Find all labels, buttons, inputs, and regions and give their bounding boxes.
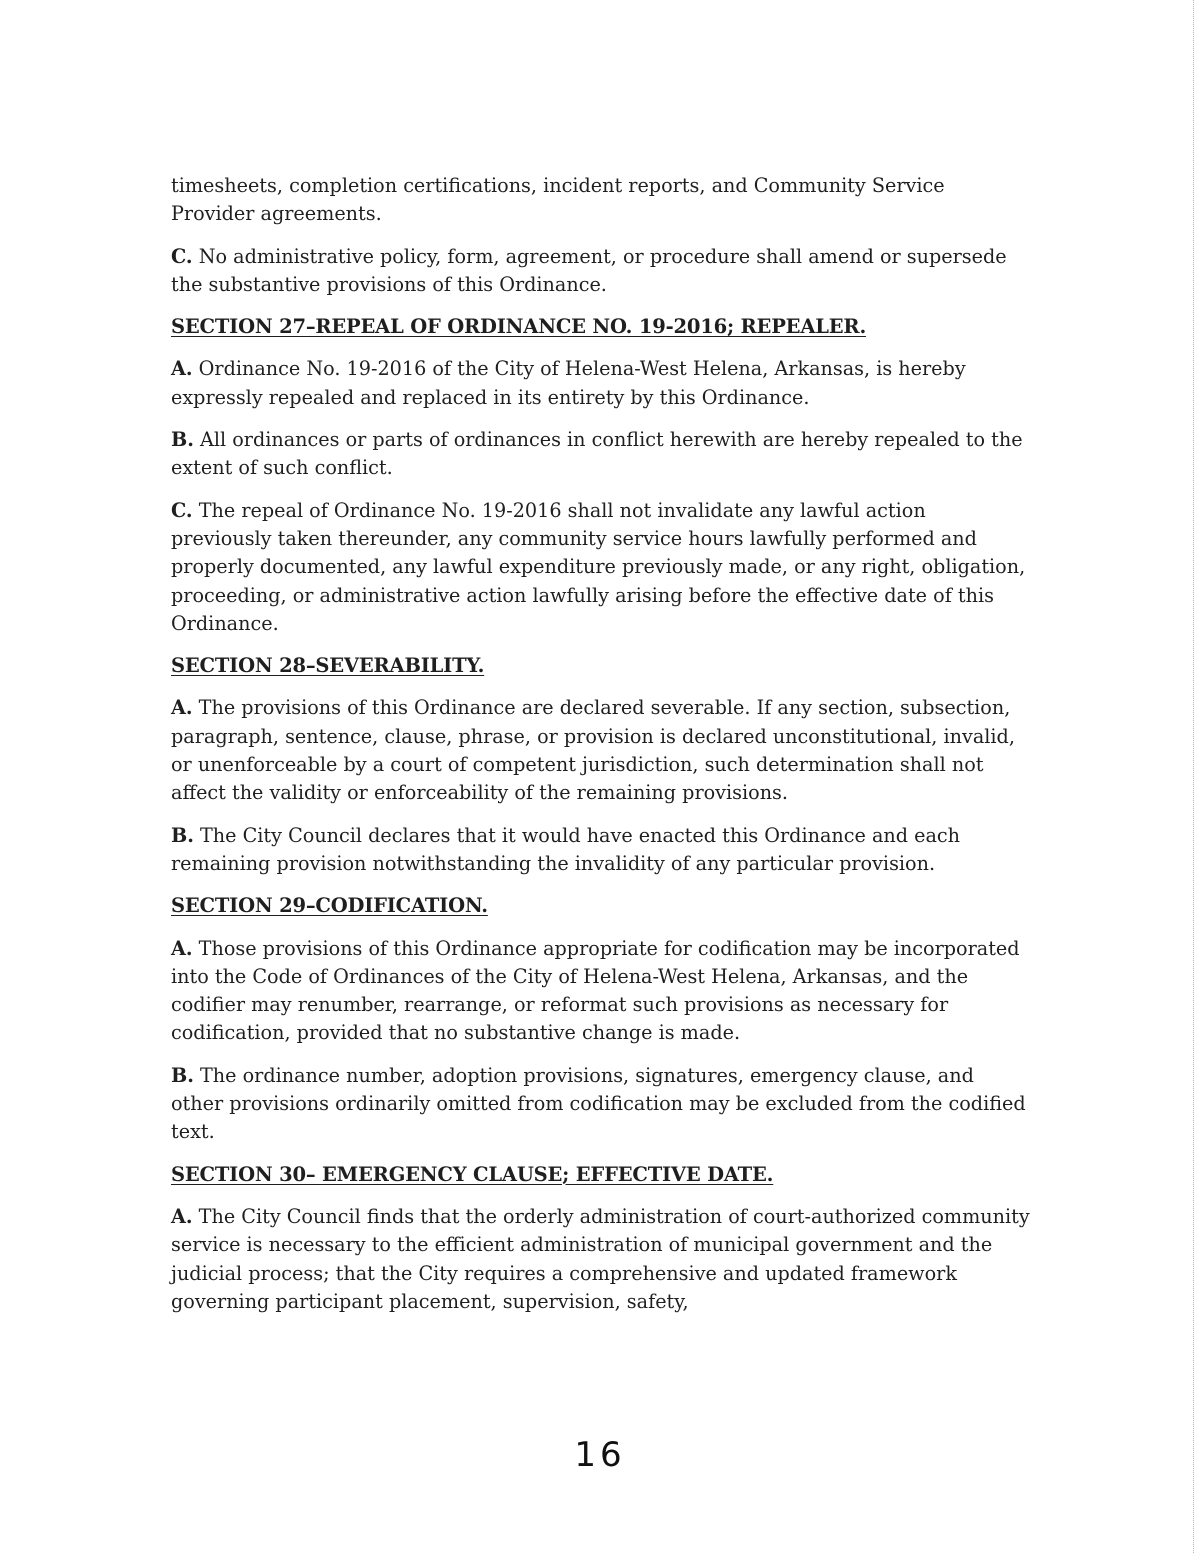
section-28-paragraph-a	[171, 694, 1031, 807]
paragraph-label: B.	[171, 823, 194, 847]
section-29-heading: SECTION 29–CODIFICATION.	[171, 894, 488, 918]
page-number: 16	[574, 1435, 626, 1475]
paragraph-text: All ordinances or parts of ordinances in conflict herewith are hereby repealed to the extent of such conflict.	[171, 428, 1023, 480]
paragraph-text: The repeal of Ordinance No. 19-2016 shall not invalidate any lawful action previously taken thereunder, any community service hours lawfully performed and properly documented, any lawful expenditure previously made, or any right, obligation, proceeding, or administrative action lawfully arising before the effective date of this Ordinance.	[171, 498, 1026, 635]
document-page	[171, 172, 1031, 1330]
scan-edge	[1192, 0, 1194, 1553]
section-27-paragraph-a	[171, 355, 1031, 412]
section-27-paragraph-c	[171, 497, 1031, 638]
paragraph-text: No administrative policy, form, agreement, or procedure shall amend or supersede the substantive provisions of this Ordinance.	[171, 244, 1007, 296]
paragraph-label: A.	[171, 696, 193, 720]
section-27-heading: SECTION 27–REPEAL OF ORDINANCE NO. 19-2016; REPEALER.	[171, 315, 867, 339]
paragraph-label: A.	[171, 1204, 193, 1228]
paragraph-label: C.	[171, 498, 193, 522]
continuation-paragraph	[171, 172, 1031, 229]
paragraph-text: Ordinance No. 19-2016 of the City of Helena-West Helena, Arkansas, is hereby expressly repealed and replaced in its entirety by this Ordinance.	[171, 357, 966, 409]
paragraph-text: The provisions of this Ordinance are declared severable. If any section, subsection, paragraph, sentence, clause, phrase, or provision is declared unconstitutional, invalid, or unenforceable by a court of competent jurisdiction, such determination shall not affect the validity or enforceability of the remaining provisions.	[171, 696, 1015, 805]
section-28-heading: SECTION 28–SEVERABILITY.	[171, 654, 485, 678]
paragraph-label: B.	[171, 1063, 194, 1087]
paragraph-text: The City Council declares that it would have enacted this Ordinance and each remaining provision notwithstanding the invalidity of any particular provision.	[171, 823, 961, 875]
section-29-paragraph-a	[171, 935, 1031, 1048]
paragraph-text: Those provisions of this Ordinance appropriate for codification may be incorporated into the Code of Ordinances of the City of Helena-West Helena, Arkansas, and the codifier may renumber, rearrange, or reformat such provisions as necessary for codification, provided that no substantive change is made.	[171, 936, 1020, 1045]
section-28-paragraph-b	[171, 822, 1031, 879]
section-27-paragraph-b	[171, 426, 1031, 483]
section-30-heading: SECTION 30– EMERGENCY CLAUSE; EFFECTIVE DATE.	[171, 1162, 774, 1186]
section-29-paragraph-b	[171, 1062, 1031, 1147]
paragraph-c-intro	[171, 243, 1031, 300]
paragraph-label: B.	[171, 428, 194, 452]
paragraph-text: The City Council finds that the orderly administration of court-authorized community service is necessary to the efficient administration of municipal government and the judicial process; that the City requires a comprehensive and updated framework governing participant placement, supervision, safety,	[171, 1204, 1030, 1313]
paragraph-text: The ordinance number, adoption provisions, signatures, emergency clause, and other provisions ordinarily omitted from codification may be excluded from the codified text.	[171, 1063, 1026, 1144]
paragraph-label: A.	[171, 936, 193, 960]
section-30-paragraph-a	[171, 1203, 1031, 1316]
paragraph-label: A.	[171, 357, 193, 381]
paragraph-text: timesheets, completion certifications, incident reports, and Community Service Provider agreements.	[171, 174, 945, 226]
paragraph-label: C.	[171, 244, 193, 268]
